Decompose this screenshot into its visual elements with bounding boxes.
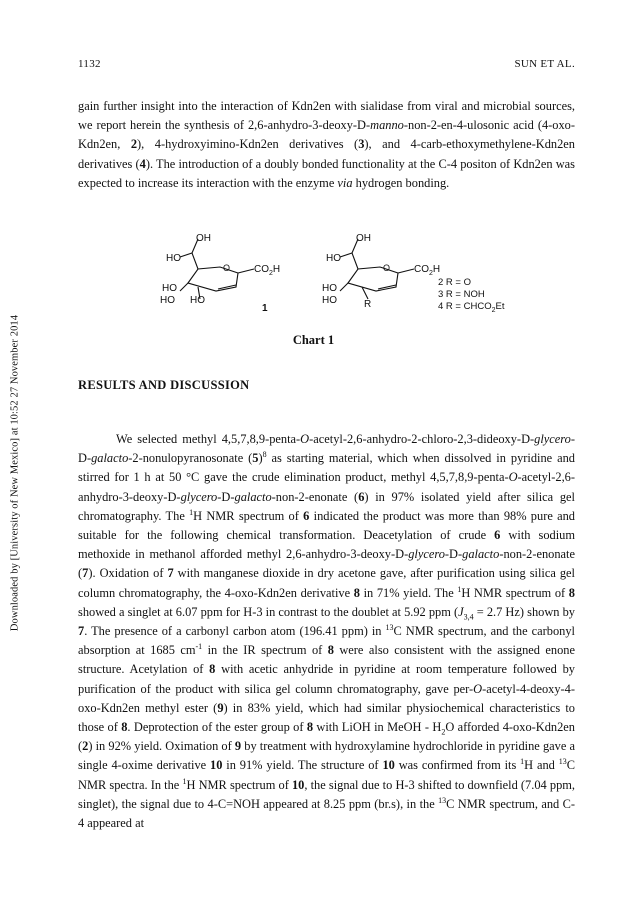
side-chain-2b [340,253,352,257]
compound-ref: 6 [358,489,365,504]
text-run: ), and 4-carb-ethoxymethylene-Kdn2en derivatives ( [78,137,575,171]
text-run: with LiOH in MeOH - H [313,720,442,735]
compound-ref: 9 [217,700,224,715]
text-run: D [449,547,458,562]
chart-1-structures [150,225,520,330]
ring-oxygen-label: O [223,263,231,273]
legend-2: 2 R = O [438,277,471,288]
ring-oxygen-label: O [383,263,391,273]
text-run: O [473,681,483,696]
compound-ref: 4 [139,156,146,171]
text-run: manno [370,118,404,133]
download-watermark [8,258,22,688]
text-run: via [337,175,353,190]
text-run: - [570,432,575,446]
text-run: - [86,451,92,466]
compound-ref: 3 [358,137,365,152]
compound-ref: 10 [382,758,395,773]
oh-label: OH [196,233,211,244]
compound-ref: 5 [252,451,259,466]
text-run: -non-2-en-4-ulosonic acid (4-oxo-Kdn2en, [78,118,575,152]
text-run: H NMR spectrum of [461,585,569,600]
isotope-superscript: 13 [385,622,394,632]
text-run: We selected methyl 4,5,7,8,9-penta- [116,432,301,446]
side-chain-1b [180,253,192,257]
text-run: ). The introduction of a doubly bonded functionality at the C-4 positon of Kdn2en was expected to increase its interaction with the enzyme [78,156,575,190]
text-run: ) [258,451,263,466]
compound-ref: 10 [210,758,223,773]
carboxyl-bond-2 [398,269,414,273]
text-run: D [167,489,177,504]
compound-ref: 6 [494,528,501,543]
text-run: -2-nonulopyranosonate ( [128,451,253,466]
text-run: with acetic anhydride in pyridine at room temperature followed by purification of the product with silica gel column chromatography, gave per- [78,662,575,696]
download-notice: Downloaded by [University of New Mexico] at 10:52 27 November 2014 [9,314,21,632]
text-run: glycero [180,489,218,504]
text-run: with manganese dioxide in dry acetone gave, after purification using silica gel column chromatography, the 4-oxo-Kdn2en derivative [78,566,575,600]
compound-ref: 8 [327,643,334,658]
text-run: . Deprotection of the ester group of [127,720,307,735]
coupling-subscript: 3,4 [463,612,474,622]
ho-label: HO [322,295,337,306]
isotope-superscript: 1 [457,584,462,594]
text-run: glycero [408,547,445,562]
text-run: = 2.7 Hz) shown by [473,604,575,619]
text-run: C NMR spectrum, and the carbonyl absorption at 1685 cm [78,624,575,658]
intro-paragraph [78,97,575,193]
compound-ref: 7 [167,566,174,581]
text-run: H NMR spectrum of [186,777,292,792]
compound-number: 1 [262,303,268,314]
text-run: galacto [234,489,272,504]
compound-ref: 2 [130,137,138,152]
ho-label: HO [166,253,181,264]
unit-superscript: -1 [195,642,203,652]
text-run: gain further insight into the interaction of Kdn2en with sialidase from viral and microbial sources, we report herein the synthesis of 2,6-anhydro-3-deoxy- [78,99,575,133]
isotope-superscript: 1 [189,507,194,517]
isotope-superscript: 13 [558,757,567,767]
compound-ref: 8 [306,720,314,735]
text-run: H NMR spectrum of [193,508,304,523]
legend-4: 4 $R = CHCO_2Et$ [438,301,505,314]
compound-ref: 7 [82,566,89,581]
text-run: - [530,432,535,446]
text-run: galacto [91,451,129,466]
compound-ref: 2 [82,739,89,754]
running-header [78,58,575,70]
text-run: as starting material, which when dissolved in pyridine and stirred for 1 h at 50 °C gave the crude elimination product, methyl 4,5,7,8,9-penta- [78,451,575,485]
text-run: -acetyl-2,6-anhydro-2-chloro-2,3-dideoxy- [309,432,522,446]
text-run: ). Oxidation of [88,566,168,581]
c5-bond-1 [180,283,188,291]
text-run: ) in 92% yield. Oximation of [88,739,235,754]
reference-superscript: 8 [262,450,267,460]
compound-ref: 8 [353,585,360,600]
pyranose-ring-2 [348,267,398,291]
compound-ref: 8 [568,585,575,600]
compound-ref: 9 [234,739,242,754]
ho-label: HO [190,295,205,306]
compound-ref: 7 [78,624,85,639]
pyranose-ring-1 [188,267,238,291]
chemical-structures [150,225,520,330]
compound-ref: 8 [209,662,216,677]
text-run: H and [524,758,559,773]
compound-ref: 10 [291,777,305,792]
text-run: - [366,118,371,133]
ho-label: HO [322,283,337,294]
text-run: was confirmed from its [394,758,521,773]
c5-bond-2 [340,283,348,291]
text-run: D [221,489,231,504]
text-run: were also consistent with the assigned enone structure. Acetylation of [78,643,576,677]
text-run: - [230,489,235,504]
text-run: glycero [534,432,571,446]
text-run: -acetyl-4-deoxy-4-oxo-Kdn2en methyl ester ( [78,681,575,715]
text-run: with sodium methoxide in methanol afforded methyl 2,6-anhydro-3-deoxy- [78,528,575,562]
text-run: O [508,470,518,485]
text-run: indicated the product was more than 98% pure and suitable for the following chemical transformation. Deacetylation of crude [78,508,576,543]
text-run: O [300,432,310,446]
ho-label: HO [160,295,175,306]
isotope-superscript: 1 [520,757,525,767]
text-run: O afforded 4-oxo-Kdn2en ( [78,720,575,754]
text-run: in the IR spectrum of [202,643,328,658]
text-run: in 91% yield. The structure of [222,758,383,773]
text-run: D [78,451,87,466]
text-run: - [458,547,463,562]
text-run: C NMR spectrum, and C-4 appeared at [78,796,575,831]
text-run: D [521,432,531,446]
oh-label: OH [356,233,371,244]
text-run: -non-2-enonate ( [78,547,575,581]
text-run: -acetyl-2,6-anhydro-3-deoxy- [78,470,575,504]
text-run: hydrogen bonding. [352,175,450,190]
text-run: ) in 83% yield, which had similar physiochemical characteristics to those of [78,700,575,735]
text-run: in 71% yield. The [359,585,458,600]
formula-subscript: 2 [441,727,446,737]
text-run: - [217,489,222,504]
text-run: - [444,547,450,562]
text-run: - [176,489,181,504]
r-label: R [364,299,372,310]
text-run: ) in 97% isolated yield after silica gel chromatography. The [78,489,575,523]
isotope-superscript: 13 [438,795,447,805]
compound-ref: 6 [303,508,310,523]
text-run: -non-2-enonate ( [271,489,359,504]
text-run: showed a singlet at 6.07 ppm for H-3 in contrast to the doublet at 5.92 ppm ( [78,604,459,619]
text-run: . The presence of a carbonyl carbon atom (196.41 ppm) in [84,624,386,639]
section-heading: RESULTS AND DISCUSSION [78,378,250,392]
carboxyl-label: $CO_2H$ [414,264,441,277]
chart-caption: Chart 1 [292,333,335,347]
results-paragraph [78,430,575,833]
text-run: ), 4-hydroxyimino-Kdn2en derivatives ( [137,137,359,152]
text-run: D [395,547,405,562]
running-title: SUN ET AL. [514,58,575,70]
text-run: galacto [462,547,500,562]
text-run: J [458,604,464,619]
carboxyl-label: $CO_2H$ [254,264,281,277]
text-run: - [404,547,409,562]
isotope-superscript: 1 [182,776,187,786]
text-run: C NMR spectra. In the [78,758,575,792]
ho-label: HO [326,253,341,264]
page-number: 1132 [78,58,101,70]
carboxyl-bond-1 [238,269,254,273]
ho-label: HO [162,283,177,294]
text-run: by treatment with hydroxylamine hydrochloride in pyridine gave a single 4-oxime derivative [78,739,575,773]
legend-3: 3 R = NOH [438,289,485,300]
text-run: , the signal due to H-3 shifted to downfield (7.04 ppm, singlet), the signal due to 4-C=NOH appeared at 8.25 ppm (br.s), in the [78,777,576,811]
compound-ref: 8 [121,720,128,735]
text-run: D [357,118,366,133]
